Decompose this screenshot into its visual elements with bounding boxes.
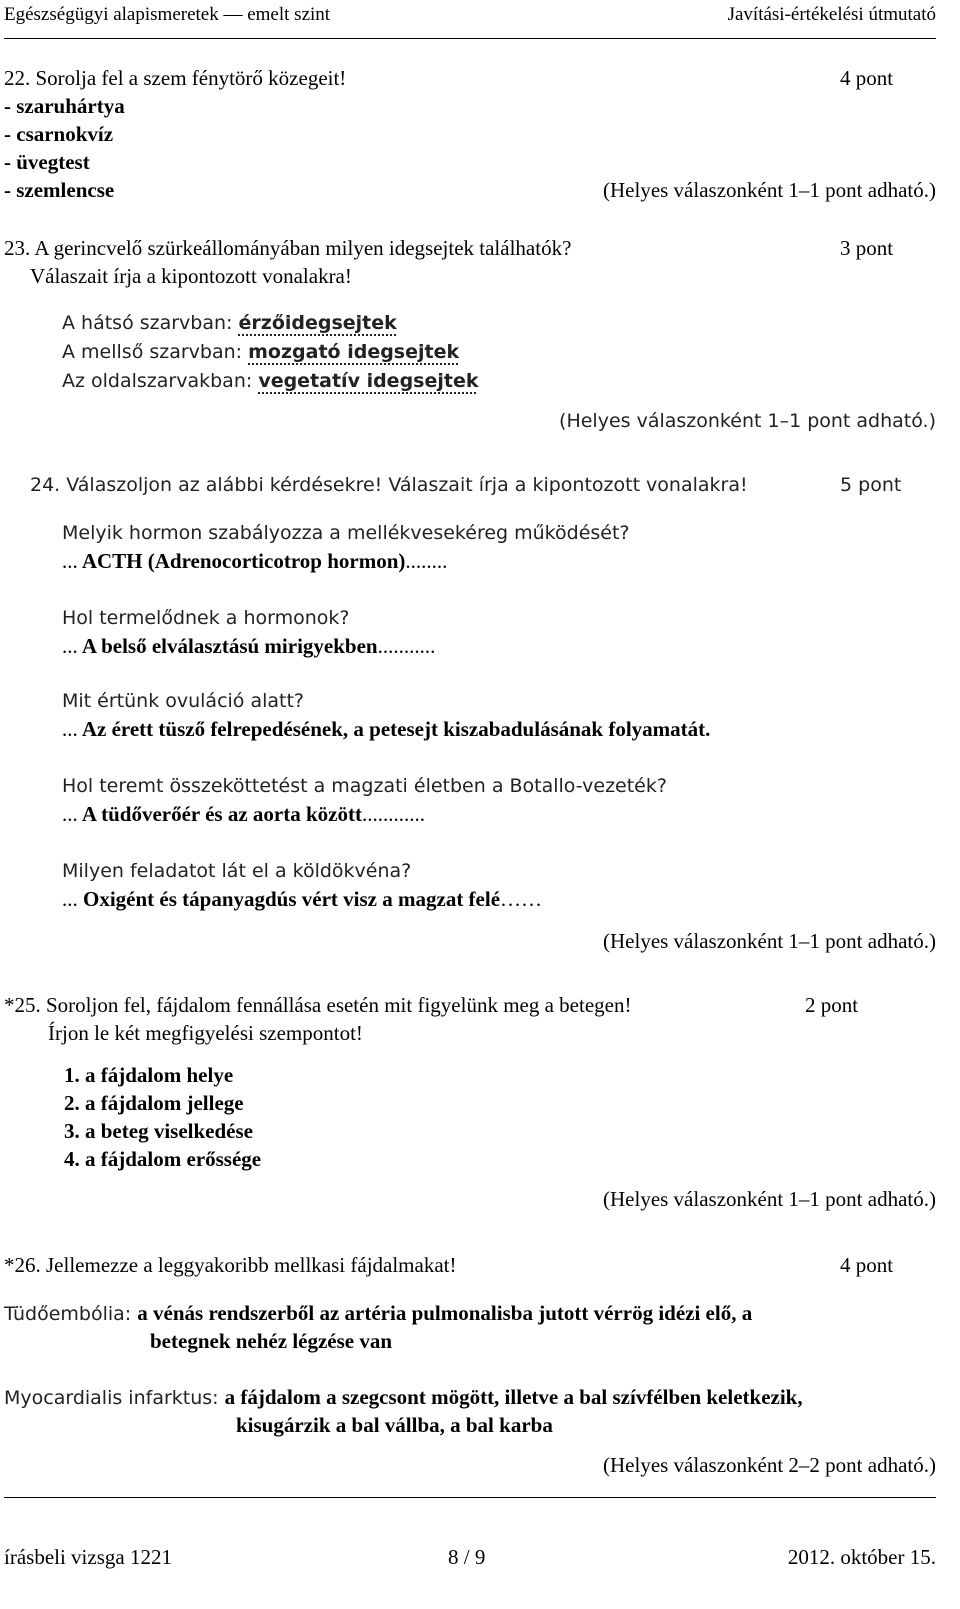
- q24-item-answer: ... A tüdőverőér és az aorta között............: [62, 802, 425, 826]
- q24-item-question: Hol termelődnek a hormonok?: [62, 607, 350, 629]
- q26-points: 4 pont: [840, 1253, 894, 1277]
- q25-answer: 3. a beteg viselkedése: [64, 1119, 253, 1143]
- q24-item-answer: ... Oxigént és tápanyagdús vért visz a magzat felé……: [62, 887, 543, 911]
- q26-item: Myocardialis infarktus: a fájdalom a szegcsont mögött, illetve a bal szívfélben keletkezik,: [4, 1385, 803, 1409]
- q25-instruction: Írjon le két megfigyelési szempontot!: [48, 1021, 363, 1045]
- q22-question: 22. Sorolja fel a szem fénytörő közegeit!: [4, 66, 347, 90]
- q24-item-question: Mit értünk ovuláció alatt?: [62, 690, 305, 712]
- q24-item-question: Milyen feladatot lát el a köldökvéna?: [62, 860, 412, 882]
- q23-row: A hátsó szarvban: érzőidegsejtek: [62, 312, 397, 334]
- footer-left: írásbeli vizsga 1221: [4, 1545, 172, 1569]
- q23-scoring: (Helyes válaszonként 1–1 pont adható.): [559, 410, 936, 432]
- header-right: Javítási-értékelési útmutató: [727, 4, 936, 25]
- q24-item-question: Hol teremt összeköttetést a magzati életben a Botallo-vezeték?: [62, 775, 667, 797]
- q24-scoring: (Helyes válaszonként 1–1 pont adható.): [603, 929, 936, 953]
- q23-question: 23. A gerincvelő szürkeállományában milyen idegsejtek találhatók?: [4, 236, 572, 260]
- q24-item-answer: ... A belső elválasztású mirigyekben...........: [62, 634, 436, 658]
- q24-item-question: Melyik hormon szabályozza a mellékvesekéreg működését?: [62, 522, 630, 544]
- q22-answer: - csarnokvíz: [4, 122, 114, 146]
- header-rule: [4, 38, 936, 39]
- q26-scoring: (Helyes válaszonként 2–2 pont adható.): [603, 1453, 936, 1477]
- q23-answer: vegetatív idegsejtek: [258, 370, 479, 392]
- header-left: Egészségügyi alapismeretek — emelt szint: [4, 4, 331, 25]
- q26-item-label: Tüdőembólia:: [4, 1303, 138, 1325]
- q23-row: Az oldalszarvakban: vegetatív idegsejtek: [62, 370, 479, 392]
- q26-item-continuation: betegnek nehéz légzése van: [150, 1329, 393, 1353]
- q23-points: 3 pont: [840, 236, 894, 260]
- q22-answer: - szemlencse: [4, 178, 115, 202]
- q24-item-answer: ... ACTH (Adrenocorticotrop hormon)........: [62, 549, 448, 573]
- q22-scoring: (Helyes válaszonként 1–1 pont adható.): [603, 178, 936, 202]
- q23-row: A mellső szarvban: mozgató idegsejtek: [62, 341, 460, 363]
- q25-question: *25. Soroljon fel, fájdalom fennállása esetén mit figyelünk meg a betegen!: [4, 993, 632, 1017]
- q26-item: Tüdőembólia: a vénás rendszerből az artéria pulmonalisba jutott vérrög idézi elő, a: [4, 1301, 753, 1325]
- q22-answer: - üvegtest: [4, 150, 90, 174]
- q24-item-answer: ... Az érett tüsző felrepedésének, a petesejt kiszabadulásának folyamatát.: [62, 717, 711, 741]
- q26-question: *26. Jellemezze a leggyakoribb mellkasi fájdalmakat!: [4, 1253, 457, 1277]
- q26-item-continuation: kisugárzik a bal vállba, a bal karba: [236, 1413, 553, 1437]
- q23-answer: érzőidegsejtek: [238, 312, 397, 334]
- footer-right: 2012. október 15.: [787, 1545, 936, 1569]
- q24-points: 5 pont: [840, 474, 902, 496]
- q25-points: 2 pont: [805, 993, 859, 1017]
- footer-rule: [4, 1497, 936, 1498]
- q25-scoring: (Helyes válaszonként 1–1 pont adható.): [603, 1187, 936, 1211]
- q25-answer: 2. a fájdalom jellege: [64, 1091, 244, 1115]
- q23-answer: mozgató idegsejtek: [248, 341, 460, 363]
- footer-page-number: 8 / 9: [448, 1545, 486, 1569]
- q25-answer: 4. a fájdalom erőssége: [64, 1147, 262, 1171]
- q23-instruction: Válaszait írja a kipontozott vonalakra!: [30, 264, 352, 288]
- q22-points: 4 pont: [840, 66, 894, 90]
- q24-question: 24. Válaszoljon az alábbi kérdésekre! Válaszait írja a kipontozott vonalakra!: [30, 474, 748, 496]
- q22-answer: - szaruhártya: [4, 94, 125, 118]
- q25-answer: 1. a fájdalom helye: [64, 1063, 234, 1087]
- q26-item-label: Myocardialis infarktus:: [4, 1387, 225, 1409]
